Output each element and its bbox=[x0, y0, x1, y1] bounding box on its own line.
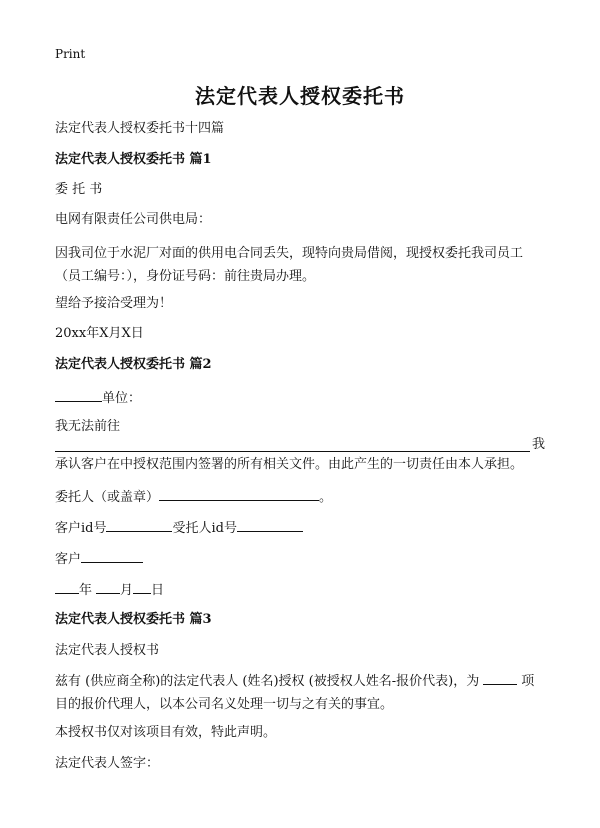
section3-signature: 法定代表人签字： bbox=[55, 756, 160, 771]
year-label: 年 bbox=[79, 583, 93, 598]
section1-label: 委 托 书 bbox=[55, 182, 103, 197]
section3-body-a: 兹有 (供应商全称)的法定代表人 (姓名)授权 (被授权人姓名-报价代表)，为 bbox=[55, 674, 480, 689]
day-label: 日 bbox=[151, 583, 165, 598]
year-blank bbox=[55, 579, 79, 594]
principal-end: 。 bbox=[319, 490, 333, 505]
line2-end: 我 bbox=[531, 437, 545, 452]
section1-date: 20xx年X月X日 bbox=[55, 326, 144, 341]
unit-blank bbox=[55, 387, 102, 402]
client-blank bbox=[81, 548, 143, 563]
section2-unit-row bbox=[55, 387, 141, 408]
line2-blank bbox=[55, 437, 530, 452]
section2-line1: 我无法前往 bbox=[55, 419, 121, 434]
client-id-label: 客户id号 bbox=[55, 521, 107, 536]
agent-id-label: 受托人id号 bbox=[172, 521, 237, 536]
section2-principal-row bbox=[55, 486, 332, 507]
section2-client-row bbox=[55, 548, 143, 569]
print-label[interactable]: Print bbox=[55, 47, 86, 61]
section3-label: 法定代表人授权书 bbox=[55, 643, 160, 658]
section3-heading: 法定代表人授权委托书 篇3 bbox=[55, 612, 212, 627]
section3-body-b: 项目的报价代理人，以本公司名义处理一切与之有关的事宜。 bbox=[55, 674, 535, 712]
section2-heading: 法定代表人授权委托书 篇2 bbox=[55, 357, 212, 372]
agent-id-blank bbox=[237, 517, 303, 532]
document-title: 法定代表人授权委托书 bbox=[195, 84, 405, 108]
client-label: 客户 bbox=[55, 552, 82, 567]
unit-label: 单位： bbox=[102, 391, 142, 406]
client-id-blank bbox=[106, 517, 172, 532]
month-blank bbox=[96, 579, 120, 594]
section1-body: 因我司位于水泥厂对面的供用电合同丢失，现特向贵局借阅，现授权委托我司员工（员工编号：），身份证号码：前往贵局办理。 bbox=[55, 246, 524, 284]
section2-id-row bbox=[55, 517, 303, 538]
section2-line3: 承认客户在中授权范围内签署的所有相关文件。由此产生的一切责任由本人承担。 bbox=[55, 457, 524, 472]
section2-line2 bbox=[55, 434, 545, 452]
section2-date-row bbox=[55, 579, 164, 600]
document-subtitle: 法定代表人授权委托书十四篇 bbox=[55, 121, 225, 136]
section1-heading: 法定代表人授权委托书 篇1 bbox=[55, 152, 212, 167]
principal-blank bbox=[159, 486, 319, 501]
section3-valid: 本授权书仅对该项目有效，特此声明。 bbox=[55, 725, 277, 740]
project-blank bbox=[483, 670, 517, 685]
day-blank bbox=[133, 579, 151, 594]
section3-body bbox=[55, 670, 545, 716]
section1-request: 望给予接洽受理为！ bbox=[55, 296, 173, 311]
month-label: 月 bbox=[120, 583, 134, 598]
section1-addressee: 电网有限责任公司供电局： bbox=[55, 212, 212, 227]
principal-label: 委托人（或盖章） bbox=[55, 490, 160, 505]
